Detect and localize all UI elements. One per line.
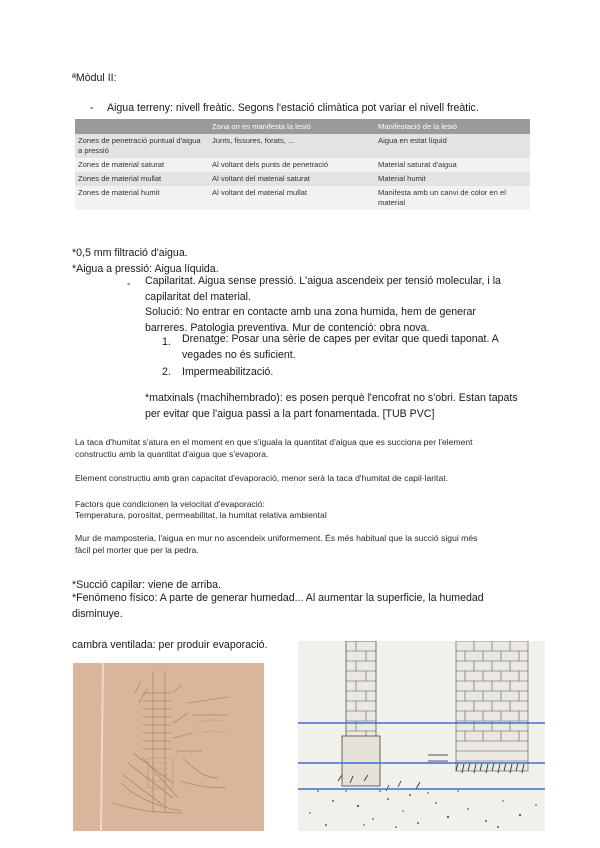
table-header-cell	[75, 119, 209, 134]
table-cell: Zones de material saturat	[75, 158, 209, 172]
table-cell: Al voltant del material mullat	[209, 186, 375, 210]
note-chamber: cambra ventilada: per produir evaporació.	[72, 639, 268, 651]
bullet-dash: -	[90, 102, 94, 114]
scanned-text: La taca d'humitat s'atura en el moment en que s'iguala la quantitat d'aigua que es succiona per l'element	[75, 437, 473, 447]
list-item-drenatge: Drenatge: Posar una sèrie de capes per evitar que quedi taponat. A vegades no és suficient.	[182, 333, 499, 361]
table-cell: Zones de penetració puntual d'aigua a pressió	[75, 134, 209, 158]
capillarity-diagram-photo	[298, 641, 545, 831]
table-cell: Manifesta amb un canvi de color en el material	[375, 186, 530, 210]
note-capillarity: Capilaritat. Aigua sense pressió. L'aigua ascendeix per tensió molecular, i la capilaritat del material.	[145, 275, 501, 303]
table-row	[75, 186, 530, 210]
scanned-text: constructiu amb la quantitat d'aigua que s'evapora.	[75, 449, 269, 459]
sketch-drawing	[73, 663, 264, 831]
list-item-impermeabilitzacio: Impermeabilització.	[182, 366, 274, 378]
capillarity-diagram	[298, 641, 545, 831]
note-suction: *Succió capilar: viene de arriba.	[72, 579, 221, 591]
bullet-dash: -	[127, 278, 131, 290]
list-number: 2.	[162, 366, 171, 378]
scanned-text: Element constructiu amb gran capacitat d'evaporació, menor serà la taca d'humitat de capil·laritat.	[75, 473, 449, 483]
note-pressure: *Aigua a pressió: Aigua líquida.	[72, 263, 219, 275]
table-row	[75, 158, 530, 172]
scanned-text: fàcil pel morter que per la pedra.	[75, 545, 199, 555]
table-row	[75, 134, 530, 158]
table-cell: Al voltant dels punts de penetració	[209, 158, 375, 172]
scanned-text: Factors que condicionen la velocitat d'evaporació:	[75, 499, 265, 509]
intro-item: Aigua terreny: nivell freàtic. Segons l'estació climàtica pot variar el nivell freàtic.	[107, 102, 479, 114]
list-number: 1.	[162, 336, 171, 348]
table-cell: Material saturat d'aigua	[375, 158, 530, 172]
note-filtration: *0,5 mm filtració d'aigua.	[72, 247, 188, 259]
table-cell: Material humit	[375, 172, 530, 186]
note-solution: Solució: No entrar en contacte amb una zona humida, hem de generar barreres. Patologia preventiva. Mur de contenció: obra nova.	[145, 306, 476, 334]
table-cell: Zones de material humit	[75, 186, 209, 210]
table-cell: Junts, fissures, forats, ...	[209, 134, 375, 158]
note-phenomenon: *Fenómeno físico: A parte de generar humedad... Al aumentar la superficie, la humedad disminuye.	[72, 592, 484, 620]
table-cell: Aigua en estat líquid	[375, 134, 530, 158]
lesion-table	[75, 119, 530, 210]
table-header-row	[75, 119, 530, 134]
table-cell: Al voltant del material saturat	[209, 172, 375, 186]
sketch-photo	[73, 663, 264, 831]
table-header-cell: Zona on es manifesta la lesió	[209, 119, 375, 134]
table-row	[75, 172, 530, 186]
note-matxinals: *matxinals (machihembrado): es posen perquè l'encofrat no s'obri. Estan tapats per evitar que l'aigua passi a la part fonamentada. [TUB PVC]	[145, 392, 518, 420]
table-cell: Zones de material mullat	[75, 172, 209, 186]
table-header-cell: Manifestació de la lesió	[375, 119, 530, 134]
module-heading: ªMòdul II:	[72, 72, 117, 84]
scanned-text: Mur de mamposteria, l'aigua en mur no ascendeix uniformement. És més habitual que la succió sigui més	[75, 533, 478, 543]
scanned-text: Temperatura, porositat, permeabilitat, la humitat relativa ambiental	[75, 510, 327, 520]
